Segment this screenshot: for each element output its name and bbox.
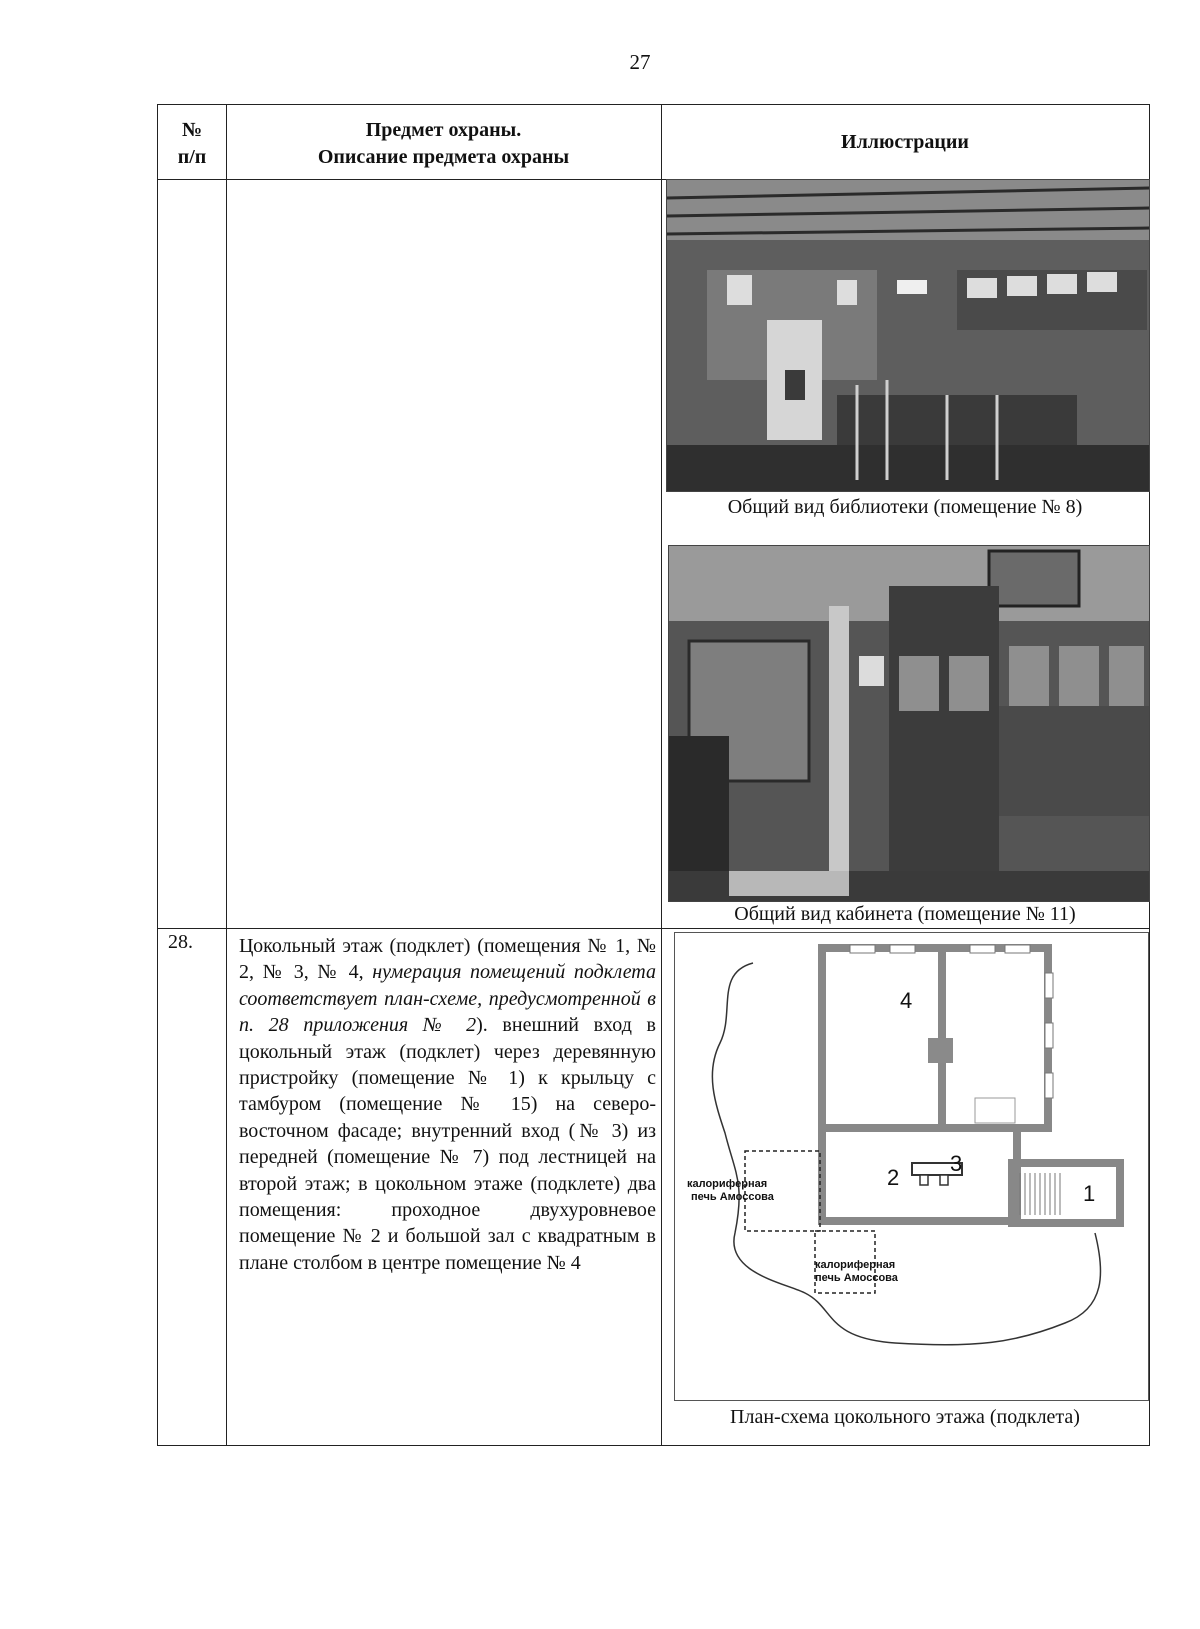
- column-divider-1: [226, 105, 227, 1445]
- header-subject-line1: Предмет охраны.: [365, 119, 522, 141]
- stove-label-2-line2: печь Амоссова: [815, 1272, 898, 1284]
- description-part1: Цокольный этаж (подклет) (помещения № 1, № 2, № 3, № 4,: [239, 935, 656, 984]
- description-part2: ). внешний вход в цокольный этаж (подклет) через деревянную пристройку (помещение № 1) к крыльцу с тамбуром (помещение № 15) на северо-восточном фасаде; внутренний вход (№ 3) из передней (помещение № 7) под лестницей на второй этаж; в цокольном этаже (подклете) два помещения: проходное двухуровневое помещение № 2 и большой зал с квадратным в плане столбом в центре помещение № 4: [239, 1014, 657, 1274]
- site-outline: [712, 963, 1100, 1345]
- protection-table: [157, 104, 1150, 1446]
- header-illustrations: Иллюстрации: [841, 131, 969, 153]
- room-4-label: 4: [900, 988, 913, 1013]
- room-1-label: 1: [1083, 1181, 1096, 1206]
- stove-label-2-line1: калориферная: [815, 1259, 896, 1271]
- stove-label-1-line2: печь Амоссова: [691, 1191, 774, 1203]
- room-3-label: 3: [950, 1151, 963, 1176]
- row-divider: [158, 928, 1149, 929]
- central-column: [928, 1038, 953, 1063]
- row-number: 28.: [168, 931, 193, 953]
- page-number: 27: [629, 50, 651, 74]
- header-subject-line2: Описание предмета охраны: [317, 146, 570, 168]
- column-divider-2: [661, 105, 662, 1445]
- stove-label-1-line1: калориферная: [687, 1178, 768, 1190]
- study-photo-image: [669, 546, 1150, 902]
- floor-plan: [674, 932, 1149, 1401]
- header-number-cell: [158, 117, 226, 171]
- study-caption: Общий вид кабинета (помещение № 11): [734, 903, 1076, 925]
- header-subject-cell: [226, 117, 661, 171]
- header-number-line1: №: [181, 119, 203, 141]
- header-number-line2: п/п: [177, 146, 207, 168]
- floor-plan-drawing: [675, 933, 1148, 1400]
- plan-caption: План-схема цокольного этажа (подклета): [730, 1406, 1080, 1428]
- library-photo-image: [667, 180, 1150, 492]
- library-photo: [666, 179, 1150, 492]
- study-photo: [668, 545, 1150, 902]
- row-description: [239, 933, 656, 1276]
- description-italic: нумерация помещений подклета соответствует план-схеме, предусмотренной в п. 28 приложения № 2: [239, 961, 656, 1037]
- room-2-label: 2: [887, 1165, 900, 1190]
- library-caption: Общий вид библиотеки (помещение № 8): [727, 496, 1083, 518]
